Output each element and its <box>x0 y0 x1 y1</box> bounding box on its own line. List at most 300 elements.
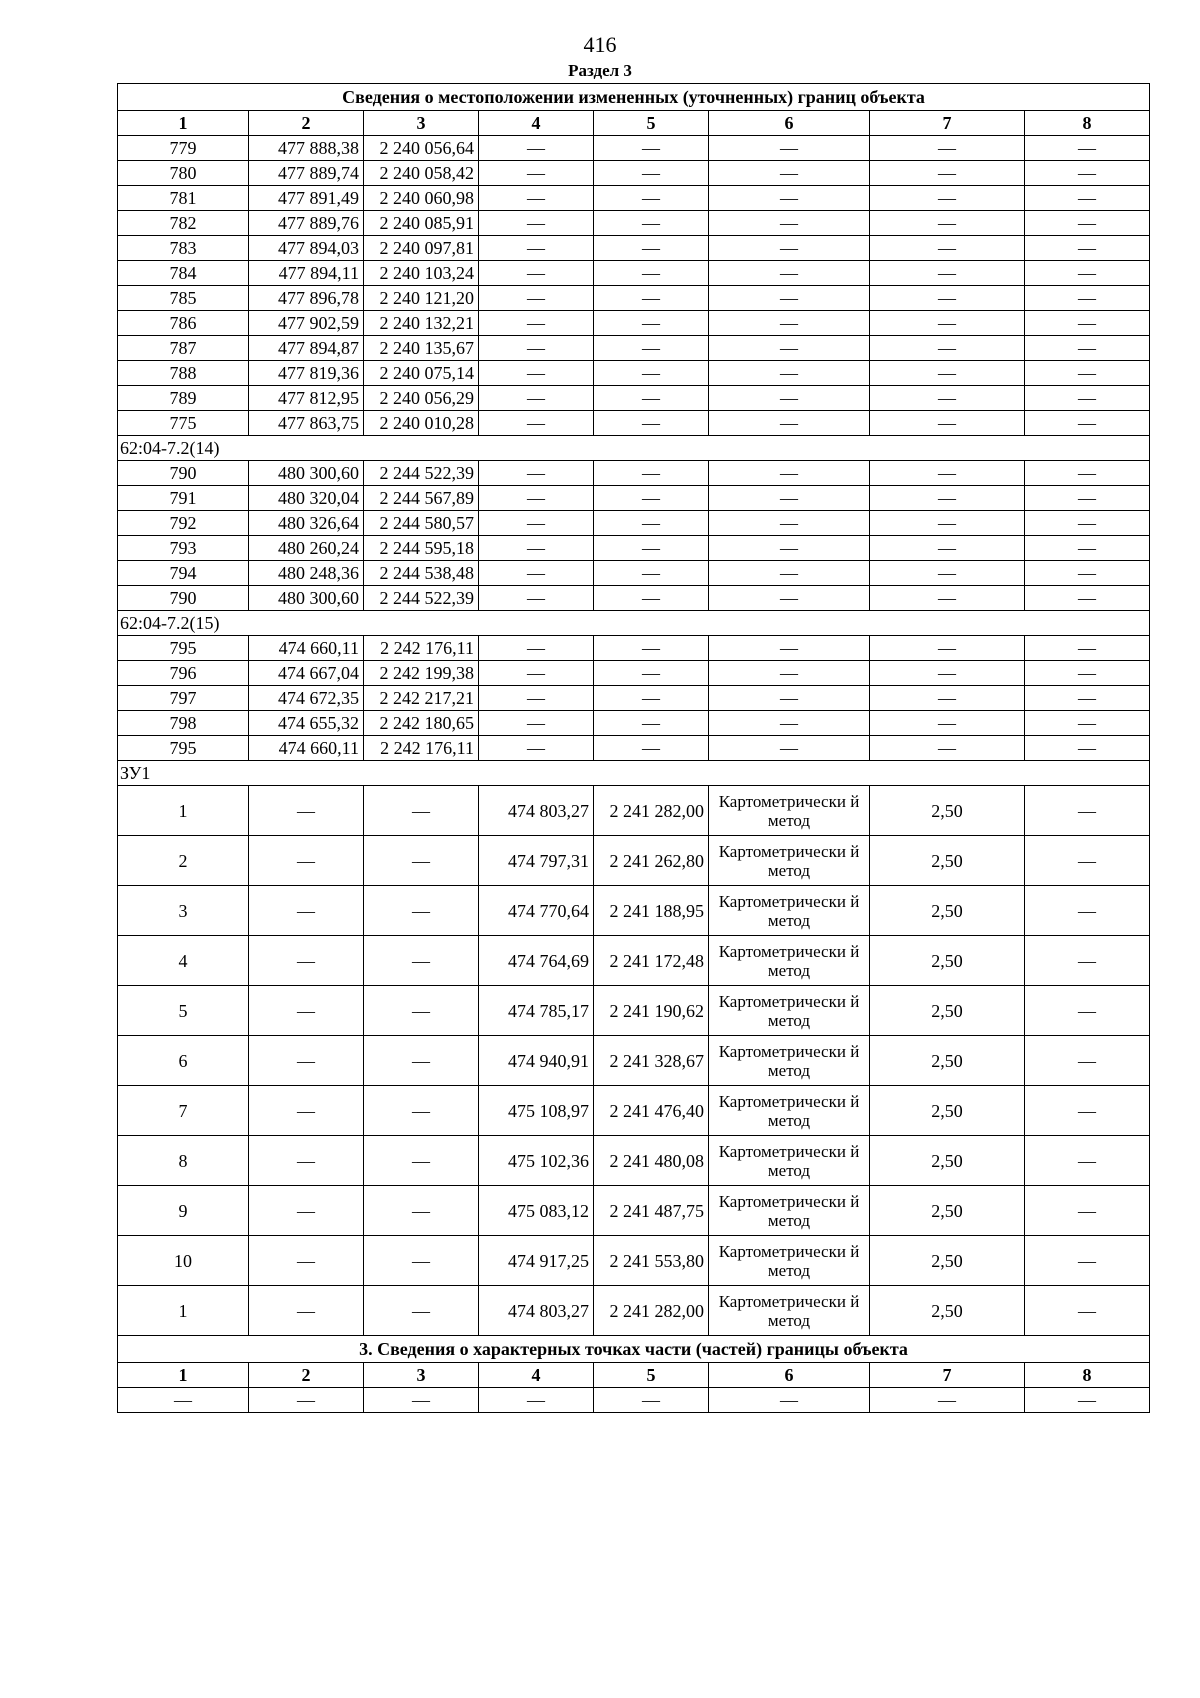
dash-cell: — <box>479 636 594 661</box>
point-number: 8 <box>118 1136 249 1186</box>
dash-cell: — <box>249 786 364 836</box>
dash-cell: — <box>1025 786 1150 836</box>
coord-y: 2 240 010,28 <box>364 411 479 436</box>
column-header: 1 <box>118 111 249 136</box>
dash-cell: — <box>870 686 1025 711</box>
column-header: 5 <box>594 1363 709 1388</box>
accuracy-cell: 2,50 <box>870 1286 1025 1336</box>
accuracy-cell: 2,50 <box>870 986 1025 1036</box>
column-header: 1 <box>118 1363 249 1388</box>
coord-y: 2 241 190,62 <box>594 986 709 1036</box>
dash-cell: — <box>118 1388 249 1413</box>
dash-cell: — <box>1025 736 1150 761</box>
coord-x: 477 889,76 <box>249 211 364 236</box>
dash-cell: — <box>594 386 709 411</box>
dash-cell: — <box>709 411 870 436</box>
method-cell: Картометрически й метод <box>709 836 870 886</box>
dash-cell: — <box>479 261 594 286</box>
table-row <box>118 136 1150 161</box>
table-caption-row <box>118 84 1150 111</box>
table-row <box>118 461 1150 486</box>
dash-cell: — <box>594 136 709 161</box>
table-row <box>118 786 1150 836</box>
table-row <box>118 986 1150 1036</box>
dash-cell: — <box>479 236 594 261</box>
dash-cell: — <box>1025 511 1150 536</box>
group-label: ЗУ1 <box>118 761 1150 786</box>
coord-y: 2 241 188,95 <box>594 886 709 936</box>
dash-cell: — <box>870 536 1025 561</box>
table-row <box>118 886 1150 936</box>
dash-cell: — <box>709 736 870 761</box>
point-number: 795 <box>118 736 249 761</box>
dash-cell: — <box>249 1086 364 1136</box>
coord-x: 474 660,11 <box>249 736 364 761</box>
dash-cell: — <box>594 1388 709 1413</box>
coord-y: 2 242 176,11 <box>364 636 479 661</box>
coord-y: 2 240 097,81 <box>364 236 479 261</box>
dash-cell: — <box>364 836 479 886</box>
point-number: 5 <box>118 986 249 1036</box>
point-number: 782 <box>118 211 249 236</box>
coord-x: 480 300,60 <box>249 461 364 486</box>
dash-cell: — <box>870 161 1025 186</box>
dash-cell: — <box>479 686 594 711</box>
dash-cell: — <box>594 236 709 261</box>
point-number: 797 <box>118 686 249 711</box>
coord-x: 477 891,49 <box>249 186 364 211</box>
dash-cell: — <box>709 511 870 536</box>
method-cell: Картометрически й метод <box>709 1286 870 1336</box>
table-row <box>118 486 1150 511</box>
coord-x: 477 894,11 <box>249 261 364 286</box>
column-header: 6 <box>709 111 870 136</box>
coord-y: 2 244 522,39 <box>364 586 479 611</box>
point-number: 781 <box>118 186 249 211</box>
dash-cell: — <box>364 1086 479 1136</box>
group-label-row <box>118 761 1150 786</box>
coord-y: 2 240 056,29 <box>364 386 479 411</box>
column-header: 5 <box>594 111 709 136</box>
dash-cell: — <box>364 1136 479 1186</box>
table-row <box>118 836 1150 886</box>
dash-cell: — <box>249 1388 364 1413</box>
dash-cell: — <box>1025 211 1150 236</box>
accuracy-cell: 2,50 <box>870 1186 1025 1236</box>
dash-cell: — <box>1025 461 1150 486</box>
dash-cell: — <box>479 386 594 411</box>
dash-cell: — <box>709 211 870 236</box>
table-row <box>118 1236 1150 1286</box>
dash-cell: — <box>479 211 594 236</box>
dash-cell: — <box>1025 986 1150 1036</box>
table-row <box>118 386 1150 411</box>
point-number: 793 <box>118 536 249 561</box>
dash-cell: — <box>1025 636 1150 661</box>
dash-cell: — <box>594 211 709 236</box>
point-number: 784 <box>118 261 249 286</box>
point-number: 1 <box>118 1286 249 1336</box>
dash-cell: — <box>594 311 709 336</box>
point-number: 788 <box>118 361 249 386</box>
column-header: 8 <box>1025 111 1150 136</box>
coord-x: 475 108,97 <box>479 1086 594 1136</box>
method-cell: Картометрически й метод <box>709 1236 870 1286</box>
point-number: 780 <box>118 161 249 186</box>
coord-y: 2 241 282,00 <box>594 1286 709 1336</box>
table-row <box>118 661 1150 686</box>
table-row <box>118 511 1150 536</box>
coord-y: 2 240 058,42 <box>364 161 479 186</box>
coord-x: 474 803,27 <box>479 786 594 836</box>
dash-cell: — <box>1025 686 1150 711</box>
table-body <box>118 84 1150 1413</box>
point-number: 796 <box>118 661 249 686</box>
dash-cell: — <box>1025 1388 1150 1413</box>
dash-cell: — <box>479 311 594 336</box>
coord-x: 474 785,17 <box>479 986 594 1036</box>
dash-cell: — <box>364 986 479 1036</box>
coord-x: 474 770,64 <box>479 886 594 936</box>
dash-cell: — <box>1025 311 1150 336</box>
accuracy-cell: 2,50 <box>870 1086 1025 1136</box>
dash-cell: — <box>594 536 709 561</box>
dash-cell: — <box>709 586 870 611</box>
table-row <box>118 186 1150 211</box>
table-row <box>118 261 1150 286</box>
dash-cell: — <box>1025 1186 1150 1236</box>
dash-cell: — <box>709 561 870 586</box>
table-row <box>118 286 1150 311</box>
point-number: 787 <box>118 336 249 361</box>
point-number: 790 <box>118 461 249 486</box>
dash-cell: — <box>1025 336 1150 361</box>
column-header: 2 <box>249 1363 364 1388</box>
point-number: 791 <box>118 486 249 511</box>
accuracy-cell: 2,50 <box>870 1236 1025 1286</box>
coord-y: 2 240 132,21 <box>364 311 479 336</box>
table-row <box>118 161 1150 186</box>
coord-x: 477 888,38 <box>249 136 364 161</box>
table-row <box>118 561 1150 586</box>
coord-y: 2 241 262,80 <box>594 836 709 886</box>
dash-cell: — <box>1025 536 1150 561</box>
coord-y: 2 240 103,24 <box>364 261 479 286</box>
coord-y: 2 240 060,98 <box>364 186 479 211</box>
point-number: 10 <box>118 1236 249 1286</box>
dash-cell: — <box>1025 161 1150 186</box>
dash-cell: — <box>870 236 1025 261</box>
coord-x: 480 300,60 <box>249 586 364 611</box>
dash-cell: — <box>709 336 870 361</box>
table-row <box>118 311 1150 336</box>
point-number: 794 <box>118 561 249 586</box>
dash-cell: — <box>1025 711 1150 736</box>
dash-cell: — <box>1025 1286 1150 1336</box>
coord-y: 2 242 217,21 <box>364 686 479 711</box>
coord-y: 2 241 480,08 <box>594 1136 709 1186</box>
dash-cell: — <box>249 1136 364 1186</box>
dash-cell: — <box>479 486 594 511</box>
dash-cell: — <box>249 1286 364 1336</box>
coord-y: 2 244 567,89 <box>364 486 479 511</box>
dash-cell: — <box>1025 836 1150 886</box>
table-row <box>118 1286 1150 1336</box>
dash-cell: — <box>870 636 1025 661</box>
coord-x: 477 896,78 <box>249 286 364 311</box>
dash-cell: — <box>709 161 870 186</box>
coord-x: 477 863,75 <box>249 411 364 436</box>
dash-cell: — <box>479 511 594 536</box>
dash-cell: — <box>1025 261 1150 286</box>
dash-cell: — <box>1025 286 1150 311</box>
dash-cell: — <box>709 286 870 311</box>
accuracy-cell: 2,50 <box>870 1036 1025 1086</box>
section-title: Раздел 3 <box>568 61 632 80</box>
point-number: 1 <box>118 786 249 836</box>
dash-cell: — <box>479 661 594 686</box>
dash-cell: — <box>594 186 709 211</box>
dash-cell: — <box>709 361 870 386</box>
group-label: 62:04-7.2(14) <box>118 436 1150 461</box>
dash-cell: — <box>594 286 709 311</box>
point-number: 775 <box>118 411 249 436</box>
method-cell: Картометрически й метод <box>709 886 870 936</box>
column-header: 7 <box>870 111 1025 136</box>
method-cell: Картометрически й метод <box>709 1086 870 1136</box>
coord-x: 474 764,69 <box>479 936 594 986</box>
coord-y: 2 241 282,00 <box>594 786 709 836</box>
method-cell: Картометрически й метод <box>709 1036 870 1086</box>
dash-cell: — <box>249 836 364 886</box>
dash-cell: — <box>1025 386 1150 411</box>
method-cell: Картометрически й метод <box>709 1186 870 1236</box>
dash-cell: — <box>870 136 1025 161</box>
method-cell: Картометрически й метод <box>709 786 870 836</box>
coord-y: 2 241 553,80 <box>594 1236 709 1286</box>
coord-x: 477 894,87 <box>249 336 364 361</box>
coord-y: 2 241 328,67 <box>594 1036 709 1086</box>
point-number: 783 <box>118 236 249 261</box>
dash-cell: — <box>1025 561 1150 586</box>
dash-cell: — <box>479 136 594 161</box>
dash-cell: — <box>594 586 709 611</box>
group-label-row <box>118 611 1150 636</box>
dash-cell: — <box>594 661 709 686</box>
boundary-table <box>117 83 1150 1413</box>
dash-cell: — <box>870 211 1025 236</box>
point-number: 9 <box>118 1186 249 1236</box>
dash-cell: — <box>594 736 709 761</box>
dash-cell: — <box>479 461 594 486</box>
coord-x: 477 889,74 <box>249 161 364 186</box>
dash-cell: — <box>594 711 709 736</box>
dash-cell: — <box>594 461 709 486</box>
table-row <box>118 411 1150 436</box>
coord-x: 480 320,04 <box>249 486 364 511</box>
dash-cell: — <box>870 736 1025 761</box>
coord-y: 2 240 135,67 <box>364 336 479 361</box>
dash-cell: — <box>249 1236 364 1286</box>
dash-cell: — <box>364 1388 479 1413</box>
dash-cell: — <box>249 1036 364 1086</box>
dash-cell: — <box>1025 1236 1150 1286</box>
table-row <box>118 1136 1150 1186</box>
dash-cell: — <box>870 711 1025 736</box>
dash-cell: — <box>870 411 1025 436</box>
column-header: 7 <box>870 1363 1025 1388</box>
method-cell: Картометрически й метод <box>709 1136 870 1186</box>
table-row <box>118 636 1150 661</box>
dash-cell: — <box>709 486 870 511</box>
column-header: 4 <box>479 1363 594 1388</box>
coord-x: 474 667,04 <box>249 661 364 686</box>
point-number: 6 <box>118 1036 249 1086</box>
dash-cell: — <box>709 686 870 711</box>
accuracy-cell: 2,50 <box>870 786 1025 836</box>
dash-cell: — <box>870 336 1025 361</box>
dash-cell: — <box>870 261 1025 286</box>
dash-cell: — <box>479 336 594 361</box>
dash-cell: — <box>1025 661 1150 686</box>
dash-cell: — <box>870 1388 1025 1413</box>
group-label: 62:04-7.2(15) <box>118 611 1150 636</box>
dash-cell: — <box>364 1036 479 1086</box>
dash-cell: — <box>364 1236 479 1286</box>
coord-x: 474 940,91 <box>479 1036 594 1086</box>
coord-x: 474 803,27 <box>479 1286 594 1336</box>
dash-cell: — <box>870 511 1025 536</box>
dash-cell: — <box>870 486 1025 511</box>
dash-cell: — <box>249 936 364 986</box>
coord-y: 2 244 522,39 <box>364 461 479 486</box>
column-header: 3 <box>364 111 479 136</box>
coord-x: 474 917,25 <box>479 1236 594 1286</box>
point-number: 4 <box>118 936 249 986</box>
point-number: 786 <box>118 311 249 336</box>
dash-cell: — <box>709 1388 870 1413</box>
dash-cell: — <box>870 461 1025 486</box>
coord-y: 2 244 580,57 <box>364 511 479 536</box>
coord-x: 474 797,31 <box>479 836 594 886</box>
dash-cell: — <box>479 286 594 311</box>
accuracy-cell: 2,50 <box>870 1136 1025 1186</box>
dash-cell: — <box>249 886 364 936</box>
dash-cell: — <box>1025 186 1150 211</box>
dash-cell: — <box>1025 236 1150 261</box>
dash-cell: — <box>1025 411 1150 436</box>
dash-cell: — <box>709 261 870 286</box>
dash-cell: — <box>870 311 1025 336</box>
table-row <box>118 1036 1150 1086</box>
dash-cell: — <box>870 361 1025 386</box>
point-number: 3 <box>118 886 249 936</box>
coord-y: 2 240 121,20 <box>364 286 479 311</box>
dash-cell: — <box>479 736 594 761</box>
coord-x: 477 819,36 <box>249 361 364 386</box>
coord-x: 480 326,64 <box>249 511 364 536</box>
coord-x: 477 812,95 <box>249 386 364 411</box>
coord-y: 2 240 056,64 <box>364 136 479 161</box>
dash-cell: — <box>479 536 594 561</box>
dash-cell: — <box>479 586 594 611</box>
coord-x: 475 083,12 <box>479 1186 594 1236</box>
method-cell: Картометрически й метод <box>709 936 870 986</box>
dash-cell: — <box>1025 586 1150 611</box>
dash-cell: — <box>594 361 709 386</box>
dash-cell: — <box>1025 136 1150 161</box>
coord-y: 2 240 085,91 <box>364 211 479 236</box>
coord-x: 477 902,59 <box>249 311 364 336</box>
coord-y: 2 244 595,18 <box>364 536 479 561</box>
point-number: 2 <box>118 836 249 886</box>
dash-cell: — <box>594 336 709 361</box>
table-row <box>118 211 1150 236</box>
table-row <box>118 711 1150 736</box>
accuracy-cell: 2,50 <box>870 836 1025 886</box>
dash-cell: — <box>479 411 594 436</box>
column-header: 6 <box>709 1363 870 1388</box>
dash-cell: — <box>870 561 1025 586</box>
dash-cell: — <box>1025 361 1150 386</box>
dash-cell: — <box>479 186 594 211</box>
table-row <box>118 586 1150 611</box>
dash-cell: — <box>249 1186 364 1236</box>
dash-cell: — <box>364 886 479 936</box>
table-row <box>118 686 1150 711</box>
point-number: 785 <box>118 286 249 311</box>
coord-x: 480 248,36 <box>249 561 364 586</box>
dash-cell: — <box>870 386 1025 411</box>
dash-cell: — <box>870 186 1025 211</box>
dash-cell: — <box>479 361 594 386</box>
point-number: 779 <box>118 136 249 161</box>
dash-cell: — <box>594 511 709 536</box>
dash-cell: — <box>1025 1036 1150 1086</box>
table-row <box>118 736 1150 761</box>
table-caption: Сведения о местоположении измененных (уточненных) границ объекта <box>118 84 1150 111</box>
table-row <box>118 1086 1150 1136</box>
point-number: 790 <box>118 586 249 611</box>
accuracy-cell: 2,50 <box>870 936 1025 986</box>
dash-cell: — <box>594 686 709 711</box>
table-caption-row <box>118 1336 1150 1363</box>
table-row <box>118 236 1150 261</box>
dash-cell: — <box>594 411 709 436</box>
table-row <box>118 1186 1150 1236</box>
header-row <box>118 111 1150 136</box>
point-number: 792 <box>118 511 249 536</box>
dash-cell: — <box>479 161 594 186</box>
point-number: 798 <box>118 711 249 736</box>
table-row <box>118 336 1150 361</box>
dash-cell: — <box>709 711 870 736</box>
dash-cell: — <box>249 986 364 1036</box>
dash-cell: — <box>364 786 479 836</box>
dash-cell: — <box>594 161 709 186</box>
dash-cell: — <box>364 1286 479 1336</box>
dash-cell: — <box>709 236 870 261</box>
group-label-row <box>118 436 1150 461</box>
coord-y: 2 242 199,38 <box>364 661 479 686</box>
dash-cell: — <box>1025 886 1150 936</box>
coord-x: 474 655,32 <box>249 711 364 736</box>
dash-cell: — <box>870 286 1025 311</box>
coord-x: 474 660,11 <box>249 636 364 661</box>
dash-cell: — <box>1025 486 1150 511</box>
dash-cell: — <box>1025 1136 1150 1186</box>
column-header: 4 <box>479 111 594 136</box>
